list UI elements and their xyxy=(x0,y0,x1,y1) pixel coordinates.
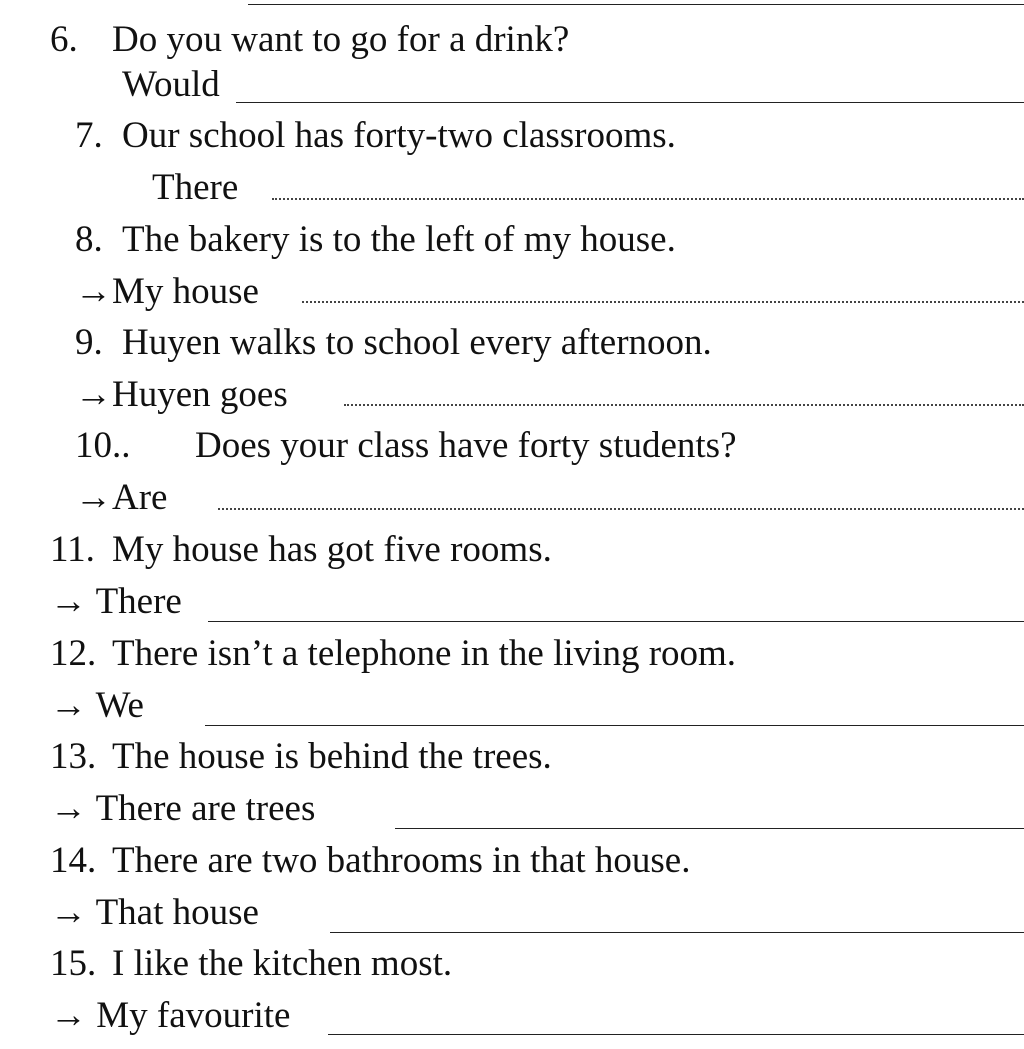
exercise-item-11-sentence xyxy=(50,524,552,576)
exercise-item-6-answer-prompt: Would xyxy=(122,64,220,105)
item-sentence: The bakery is to the left of my house. xyxy=(122,219,676,260)
item-sentence: My house has got five rooms. xyxy=(112,529,552,570)
item-number: 7. xyxy=(75,115,103,156)
exercise-item-15-answer-prompt: → My favourite xyxy=(50,995,291,1036)
item-number: 10.. xyxy=(75,425,131,466)
exercise-item-12-answer-prompt: → We xyxy=(50,685,144,726)
exercise-item-11-answer-prompt: → There xyxy=(50,581,182,622)
item-sentence: There isn’t a telephone in the living room. xyxy=(112,633,737,674)
answer-blank-14[interactable] xyxy=(330,932,1024,933)
exercise-item-14-sentence xyxy=(50,835,690,887)
answer-blank-8[interactable] xyxy=(302,301,1024,303)
item-number: 6. xyxy=(50,19,78,60)
answer-blank-6[interactable] xyxy=(236,102,1024,103)
item-number: 14. xyxy=(50,840,97,881)
exercise-item-13-answer-prompt: → There are trees xyxy=(50,788,316,829)
exercise-item-10-sentence xyxy=(75,420,737,472)
exercise-item-7-answer-prompt: There xyxy=(152,167,239,208)
exercise-item-15-sentence xyxy=(50,938,452,990)
item-sentence: Does your class have forty students? xyxy=(195,425,737,466)
exercise-item-9-answer-prompt: →Huyen goes xyxy=(75,374,288,415)
item-number: 8. xyxy=(75,219,103,260)
item-sentence: I like the kitchen most. xyxy=(112,943,453,984)
item-sentence: The house is behind the trees. xyxy=(112,736,552,777)
item-number: 9. xyxy=(75,322,103,363)
top-rule xyxy=(248,4,1024,5)
item-sentence: There are two bathrooms in that house. xyxy=(112,840,691,881)
item-number: 11. xyxy=(50,529,95,570)
exercise-item-9-sentence xyxy=(75,317,712,369)
answer-blank-10[interactable] xyxy=(218,508,1024,510)
exercise-item-8-sentence xyxy=(75,214,676,266)
answer-blank-11[interactable] xyxy=(208,621,1024,622)
item-sentence: Do you want to go for a drink? xyxy=(112,19,570,60)
answer-blank-7[interactable] xyxy=(272,198,1024,200)
exercise-item-13-sentence xyxy=(50,731,552,783)
exercise-item-14-answer-prompt: → That house xyxy=(50,892,259,933)
exercise-item-8-answer-prompt: →My house xyxy=(75,271,259,312)
exercise-item-12-sentence xyxy=(50,628,736,680)
item-number: 13. xyxy=(50,736,97,777)
answer-blank-9[interactable] xyxy=(344,404,1024,406)
item-number: 12. xyxy=(50,633,97,674)
answer-blank-15[interactable] xyxy=(328,1034,1024,1035)
item-number: 15. xyxy=(50,943,97,984)
item-sentence: Huyen walks to school every afternoon. xyxy=(122,322,712,363)
answer-blank-13[interactable] xyxy=(395,828,1024,829)
exercise-item-10-answer-prompt: →Are xyxy=(75,477,168,518)
exercise-item-7-sentence xyxy=(75,110,676,162)
answer-blank-12[interactable] xyxy=(205,725,1024,726)
item-sentence: Our school has forty-two classrooms. xyxy=(122,115,676,156)
